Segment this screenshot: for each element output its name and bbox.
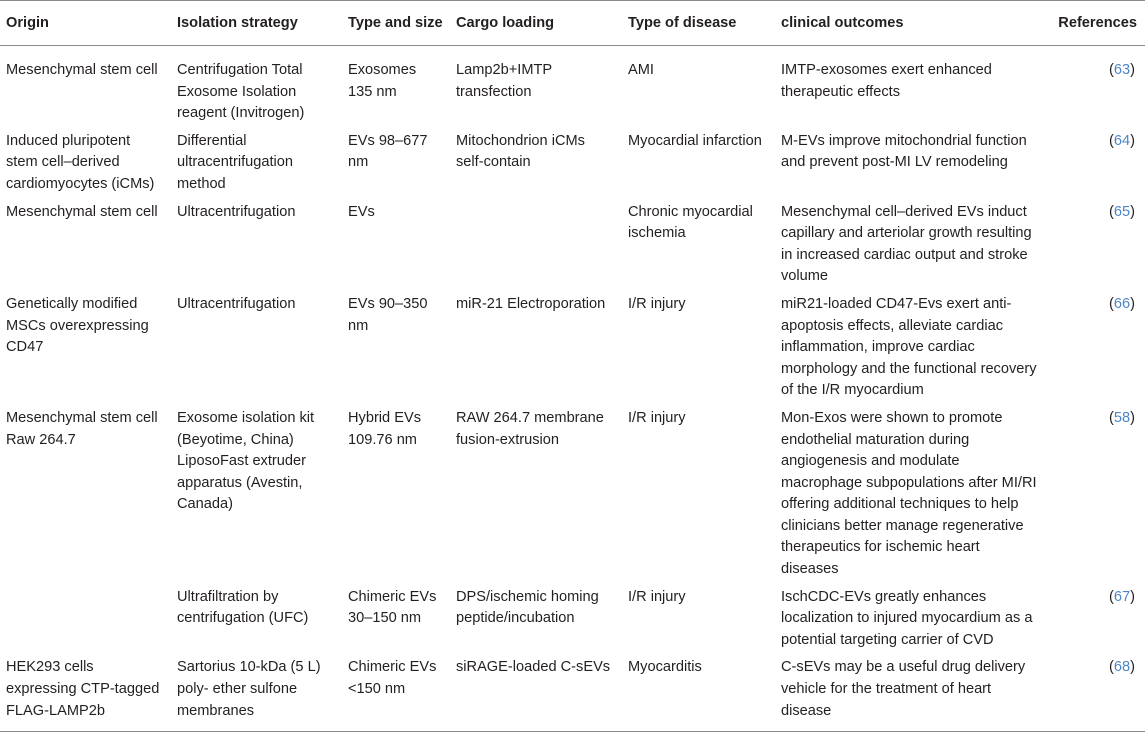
ref-close-paren: ) [1130, 409, 1135, 426]
cell-outcomes: IMTP-exosomes exert enhanced therapeutic effects [781, 62, 992, 100]
table-row [0, 46, 1145, 129]
cell-origin: Mesenchymal stem cell Raw 264.7 [6, 409, 158, 448]
ref-open-paren: ( [1109, 659, 1114, 676]
header-row [0, 1, 1145, 46]
cell-cargo: DPS/ischemic homing peptide/incubation [456, 588, 599, 627]
ref-close-paren: ) [1130, 203, 1135, 220]
cell-reference [1046, 292, 1145, 406]
cell-reference [1046, 655, 1145, 731]
cell-disease: Myocardial infarction [628, 132, 762, 149]
cell-disease: AMI [628, 62, 654, 78]
ref-open-paren: ( [1109, 62, 1114, 78]
table-header [0, 1, 1145, 46]
cell-reference [1046, 200, 1145, 292]
cell-disease: Myocarditis [622, 655, 775, 731]
cell-isolation: Centrifugation Total Exosome Isolation reagent (Invitrogen) [177, 62, 305, 122]
table-body [0, 46, 1145, 732]
cell-cargo: miR-21 Electroporation [456, 295, 606, 312]
table-row [0, 292, 1145, 406]
table-row [0, 655, 1145, 731]
reference-link[interactable]: 58 [1113, 409, 1131, 426]
table-row [0, 200, 1145, 292]
cell-type: Chimeric EVs <150 nm [342, 655, 450, 731]
cell-isolation: Ultracentrifugation [177, 295, 296, 312]
ref-open-paren: ( [1109, 132, 1114, 149]
header-outcomes: clinical outcomes [775, 1, 1046, 46]
header-isolation: Isolation strategy [171, 1, 342, 46]
reference-link[interactable]: 63 [1113, 62, 1131, 78]
cell-outcomes: Mesenchymal cell–derived EVs induct capillary and arteriolar growth resulting in increased cardiac output and stroke volume [781, 203, 1032, 285]
cell-type: EVs 98–677 nm [348, 132, 428, 171]
ref-open-paren: ( [1109, 203, 1114, 220]
cell-outcomes: miR21-loaded CD47-Evs exert anti-apoptosis effects, alleviate cardiac inflammation, improve cardiac morphology and the functional recovery of the I/R myocardium [781, 295, 1037, 399]
cell-disease: I/R injury [628, 588, 686, 605]
ref-close-paren: ) [1130, 659, 1135, 676]
cell-type: EVs 90–350 nm [348, 295, 428, 334]
cell-type: Chimeric EVs 30–150 nm [348, 588, 437, 627]
cell-isolation: Sartorius 10-kDa (5 L) poly- ether sulfone membranes [171, 655, 342, 731]
cell-origin: Induced pluripotent stem cell–derived cardiomyocytes (iCMs) [6, 132, 155, 192]
cell-reference [1046, 129, 1145, 200]
ref-close-paren: ) [1130, 588, 1135, 605]
cell-isolation: Differential ultracentrifugation method [177, 132, 294, 192]
table-row [0, 406, 1145, 585]
cell-cargo: Lamp2b+IMTP transfection [456, 62, 552, 100]
ref-close-paren: ) [1130, 295, 1135, 312]
cell-isolation: Ultracentrifugation [177, 203, 296, 220]
ref-open-paren: ( [1109, 295, 1114, 312]
ref-close-paren: ) [1130, 132, 1135, 149]
cell-cargo: siRAGE-loaded C-sEVs [450, 655, 622, 731]
reference-link[interactable]: 65 [1113, 203, 1131, 220]
ref-open-paren: ( [1109, 409, 1114, 426]
ref-open-paren: ( [1109, 588, 1114, 605]
cell-outcomes: M-EVs improve mitochondrial function and prevent post-MI LV remodeling [781, 132, 1027, 171]
reference-link[interactable]: 68 [1113, 659, 1131, 676]
cell-outcomes: Mon-Exos were shown to promote endothelial maturation during angiogenesis and modulate macrophage subpopulations after MI/RI offering additional techniques to help clinicians better manage regenerative therapeutics for ischemic heart diseases [781, 409, 1037, 578]
header-origin: Origin [0, 1, 171, 46]
cell-cargo: RAW 264.7 membrane fusion-extrusion [456, 409, 604, 448]
cell-disease: Chronic myocardial ischemia [628, 203, 753, 242]
reference-link[interactable]: 67 [1113, 588, 1131, 605]
cell-origin: Mesenchymal stem cell [6, 62, 158, 78]
table-row [0, 129, 1145, 200]
cell-reference [1046, 406, 1145, 585]
cell-disease: I/R injury [628, 409, 686, 426]
header-references: References [1046, 1, 1145, 46]
cell-disease: I/R injury [628, 295, 686, 312]
cell-type: Exosomes 135 nm [348, 62, 417, 100]
cell-origin: HEK293 cells expressing CTP-tagged FLAG-LAMP2b [0, 655, 171, 731]
header-cargo: Cargo loading [450, 1, 622, 46]
cell-type: EVs [348, 203, 375, 220]
cell-isolation: Exosome isolation kit (Beyotime, China) LiposoFast extruder apparatus (Avestin, Canada) [177, 409, 315, 513]
cell-origin: Genetically modified MSCs overexpressing CD47 [6, 295, 149, 356]
header-disease: Type of disease [622, 1, 775, 46]
ref-close-paren: ) [1130, 62, 1135, 78]
cell-cargo [450, 200, 622, 292]
reference-link[interactable]: 64 [1113, 132, 1131, 149]
cell-outcomes: IschCDC-EVs greatly enhances localization to injured myocardium as a potential targeting carrier of CVD [781, 588, 1033, 648]
table-row [0, 585, 1145, 656]
cell-origin: Mesenchymal stem cell [6, 203, 158, 220]
cell-isolation: Ultrafiltration by centrifugation (UFC) [177, 588, 309, 627]
reference-link[interactable]: 66 [1113, 295, 1131, 312]
cell-reference [1046, 585, 1145, 656]
cell-outcomes: C-sEVs may be a useful drug delivery vehicle for the treatment of heart disease [775, 655, 1046, 731]
cell-reference [1046, 46, 1145, 129]
cell-origin [0, 585, 171, 656]
cell-type: Hybrid EVs 109.76 nm [348, 409, 421, 448]
header-type: Type and size [342, 1, 450, 46]
cell-cargo: Mitochondrion iCMs self-contain [456, 132, 585, 171]
